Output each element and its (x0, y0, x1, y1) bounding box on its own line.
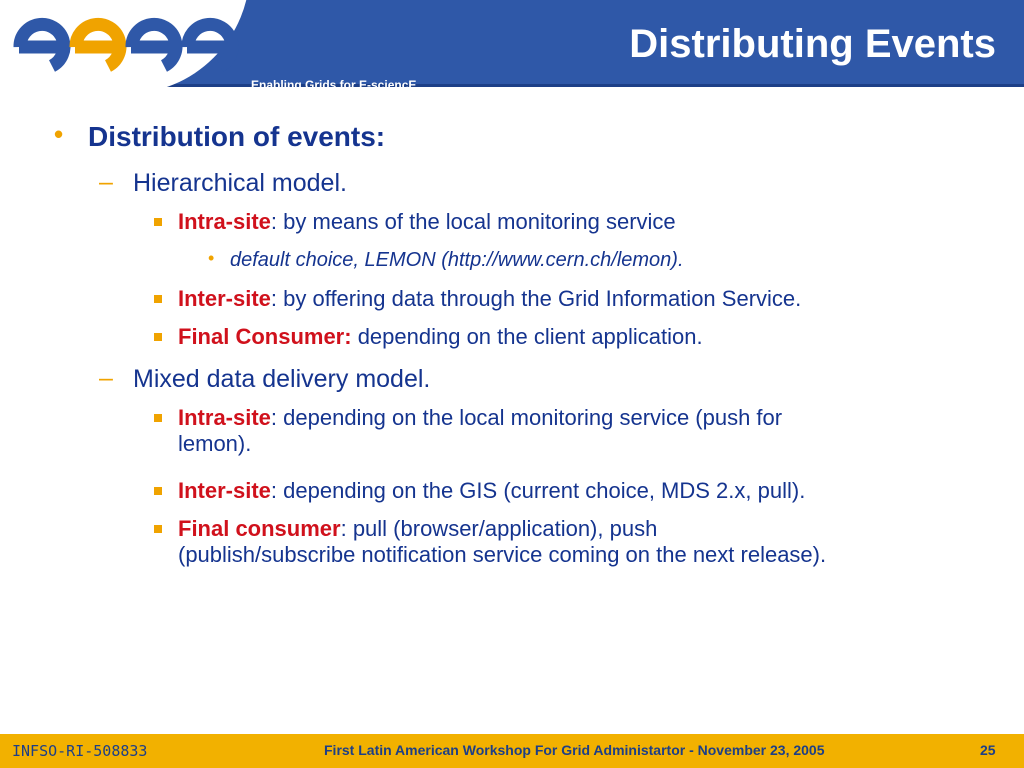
bullet-text: default choice, LEMON (http://www.cern.ch/lemon). (230, 249, 684, 271)
bullet-mixed (99, 364, 431, 394)
dash-icon: – (99, 364, 113, 392)
bullet-mixed-final-consumer (178, 516, 968, 569)
square-bullet-icon (154, 333, 162, 341)
event-name: First Latin American Workshop For Grid Administartor - November 23, 2005 (324, 742, 825, 758)
bullet-lemon-default (208, 248, 684, 272)
bullet-dot-icon: • (54, 119, 64, 149)
bullet-text-continued: lemon). (178, 431, 252, 457)
egee-logo (12, 10, 240, 80)
square-bullet-icon (154, 487, 162, 495)
square-bullet-icon (154, 525, 162, 533)
bullet-text: : pull (browser/application), push (340, 516, 658, 541)
square-bullet-icon (154, 414, 162, 422)
bullet-label: Final Consumer: (178, 324, 352, 349)
page-number: 25 (980, 742, 996, 758)
dash-icon: – (99, 168, 113, 196)
bullet-text: depending on the client application. (351, 324, 703, 349)
bullet-hierarchical (99, 168, 347, 198)
slide-title: Distributing Events (629, 22, 996, 66)
bullet-hier-final-consumer (178, 324, 968, 350)
slide-footer (0, 734, 1024, 768)
bullet-text: Mixed data delivery model. (133, 365, 431, 393)
header-tagline: Enabling Grids for E-sciencE (251, 78, 417, 92)
bullet-label: Intra-site (178, 405, 271, 430)
bullet-text: : by means of the local monitoring service (270, 209, 676, 234)
bullet-hier-intra-site (178, 209, 968, 235)
bullet-text: : depending on the GIS (current choice, MDS 2.x, pull). (270, 478, 806, 503)
slide-header (0, 0, 1024, 94)
square-bullet-icon (154, 295, 162, 303)
bullet-label: Intra-site (178, 209, 271, 234)
square-bullet-icon (154, 218, 162, 226)
bullet-text: : by offering data through the Grid Information Service. (270, 286, 802, 311)
bullet-mixed-inter-site (178, 478, 968, 504)
bullet-hier-inter-site (178, 286, 968, 312)
bullet-text: : depending on the local monitoring service (push for (270, 405, 783, 430)
bullet-text-continued: (publish/subscribe notification service coming on the next release). (178, 542, 827, 568)
bullet-label: Inter-site (178, 286, 271, 311)
project-id: INFSO-RI-508833 (12, 742, 148, 760)
bullet-distribution (54, 119, 386, 154)
bullet-label: Final consumer (178, 516, 341, 541)
bullet-text: Hierarchical model. (133, 169, 347, 197)
bullet-text: Distribution of events: (88, 121, 386, 152)
bullet-mixed-intra-site (178, 405, 968, 458)
bullet-dot-icon: • (208, 248, 215, 268)
bullet-label: Inter-site (178, 478, 271, 503)
